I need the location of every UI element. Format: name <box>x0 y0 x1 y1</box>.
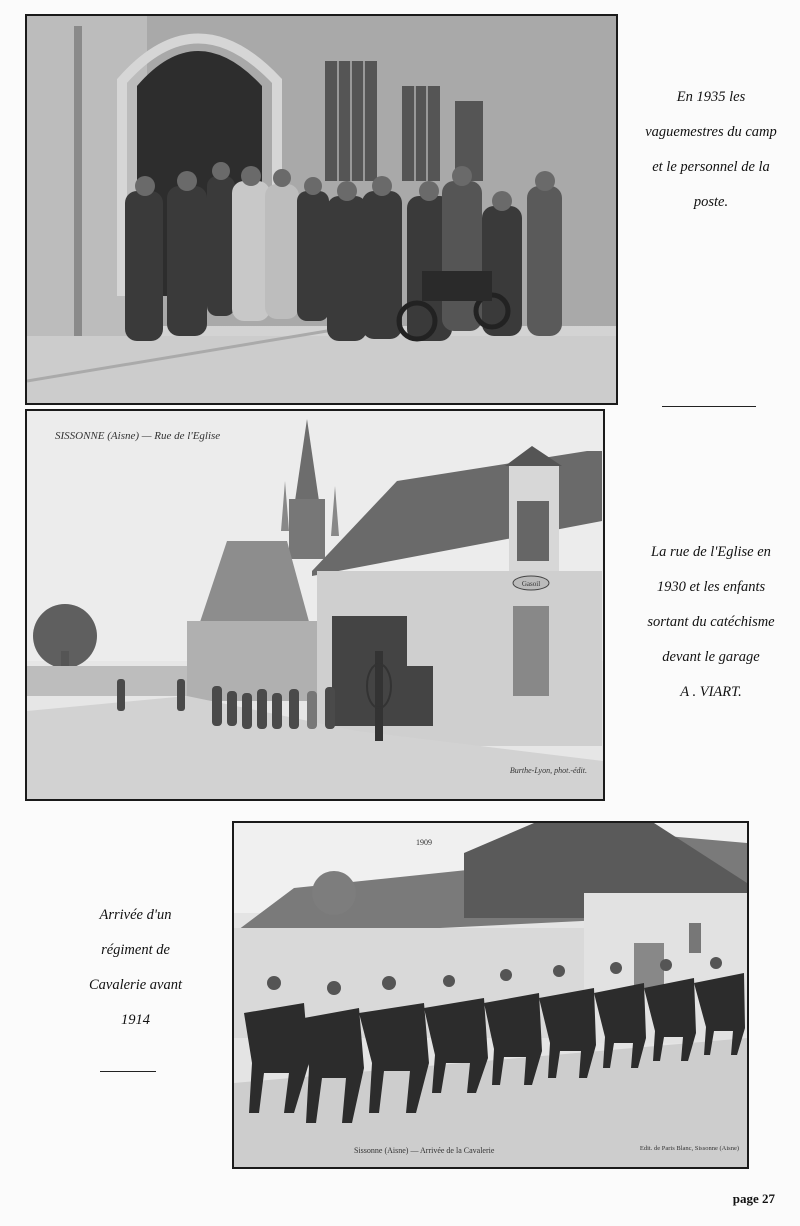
photo-postal-staff-1935 <box>25 14 618 405</box>
caption-rue-de-l-eglise <box>626 535 796 710</box>
caption-line: et le personnel de la <box>652 159 770 175</box>
caption-line: Cavalerie avant <box>88 977 183 993</box>
caption-line: régiment de <box>101 942 170 958</box>
caption-line: En 1935 les <box>676 89 746 105</box>
caption-line: vaguemestres du camp <box>645 124 777 140</box>
caption-cavalerie <box>58 898 213 1038</box>
caption-line: La rue de l'Eglise en <box>651 544 771 560</box>
postal-staff-photo-image <box>27 16 616 403</box>
postcard-date-mark: 1909 <box>416 838 432 847</box>
caption-line: Arrivée d'un <box>99 907 172 923</box>
caption-postal-staff <box>626 80 796 220</box>
caption-line: poste. <box>693 194 729 210</box>
postcard-publisher: Edit. de Paris Blanc, Sissonne (Aisne) <box>639 1145 739 1152</box>
separator-rule <box>100 1071 156 1072</box>
caption-line: 1914 <box>121 1012 150 1028</box>
caption-line: sortant du catéchisme <box>647 614 775 630</box>
garage-sign-text: Gasoil <box>521 580 541 588</box>
page-number: page 27 <box>732 1191 775 1206</box>
caption-line: 1930 et les enfants <box>656 579 766 595</box>
caption-line: devant le garage <box>662 649 760 665</box>
postcard-printed-title: Sissonne (Aisne) — Arrivée de la Cavalerie <box>354 1146 495 1155</box>
caption-line: A . VIART. <box>680 684 742 700</box>
photo-arrivee-cavalerie <box>232 821 749 1169</box>
separator-rule <box>662 406 756 407</box>
arrivee-cavalerie-photo-image <box>234 823 747 1167</box>
postcard-publisher: Burthe-Lyon, phot.-édit. <box>509 766 587 775</box>
photo-rue-de-l-eglise <box>25 409 605 801</box>
rue-de-l-eglise-photo-image <box>27 411 603 799</box>
postcard-printed-title: SISSONNE (Aisne) — Rue de l'Eglise <box>55 430 221 442</box>
